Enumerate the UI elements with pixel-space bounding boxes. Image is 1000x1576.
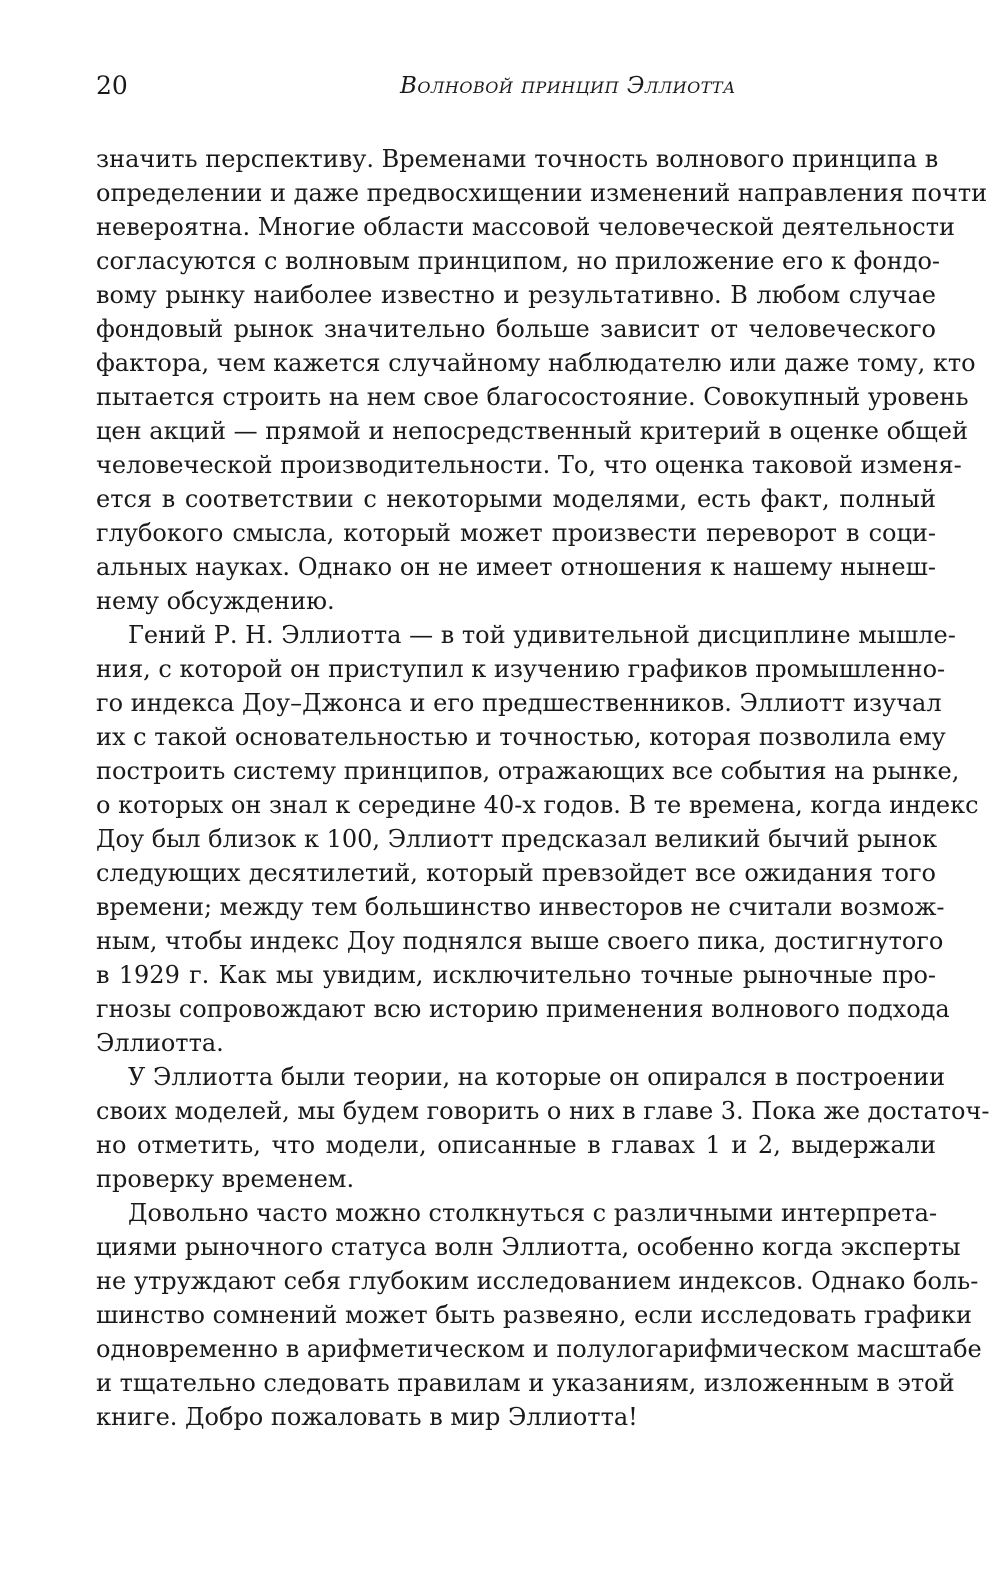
text-line: не утруждают себя глубоким исследованием индексов. Однако боль- — [96, 1267, 979, 1295]
text-line: книге. Добро пожаловать в мир Эллиотта! — [96, 1403, 638, 1431]
text-line: проверку временем. — [96, 1165, 355, 1193]
text-line: циями рыночного статуса волн Эллиотта, особенно когда эксперты — [96, 1233, 961, 1261]
text-line: человеческой производительности. То, что оценка таковой изменя- — [96, 451, 962, 479]
text-line: в 1929 г. Как мы увидим, исключительно точные рыночные про- — [96, 961, 936, 989]
text-line: фактора, чем кажется случайному наблюдателю или даже тому, кто — [96, 349, 976, 377]
page-header — [96, 66, 936, 106]
text-line: но отметить, что модели, описанные в главах 1 и 2, выдержали — [96, 1131, 936, 1159]
text-line: и тщательно следовать правилам и указаниям, изложенным в этой — [96, 1369, 955, 1397]
text-line: вому рынку наиболее известно и результативно. В любом случае — [96, 281, 936, 309]
paragraph — [96, 618, 979, 1060]
text-line: ется в соответствии с некоторыми моделями, есть факт, полный — [96, 485, 936, 513]
text-line: определении и даже предвосхищении изменений направления почти — [96, 179, 988, 207]
text-line: глубокого смысла, который может произвести переворот в соци- — [96, 519, 936, 547]
text-body — [96, 142, 990, 1434]
text-line: гнозы сопровождают всю историю применения волнового подхода — [96, 995, 950, 1023]
text-line: Довольно часто можно столкнуться с различными интерпрета- — [128, 1199, 938, 1227]
running-title: Волновой принцип Эллиотта — [400, 73, 736, 99]
text-line: Гений Р. Н. Эллиотта — в той удивительной дисциплине мышле- — [128, 621, 956, 649]
text-line: У Эллиотта были теории, на которые он опирался в построении — [128, 1063, 946, 1091]
page-number: 20 — [96, 71, 128, 100]
text-line: ния, с которой он приступил к изучению графиков промышленно- — [96, 655, 946, 683]
text-line: согласуются с волновым принципом, но приложение его к фондо- — [96, 247, 941, 275]
text-line: ным, чтобы индекс Доу поднялся выше своего пика, достигнутого — [96, 927, 944, 955]
text-line: значить перспективу. Временами точность волнового принципа в — [96, 145, 939, 173]
text-line: го индекса Доу–Джонса и его предшественников. Эллиотт изучал — [96, 689, 942, 717]
text-line: цен акций — прямой и непосредственный критерий в оценке общей — [96, 417, 968, 445]
text-line: своих моделей, мы будем говорить о них в главе 3. Пока же достаточ- — [96, 1097, 990, 1125]
text-line: одновременно в арифметическом и полулогарифмическом масштабе — [96, 1335, 982, 1363]
text-line: времени; между тем большинство инвесторов не считали возмож- — [96, 893, 945, 921]
text-line: пытается строить на нем свое благосостояние. Совокупный уровень — [96, 383, 969, 411]
text-line: фондовый рынок значительно больше зависит от человеческого — [96, 315, 936, 343]
text-line: шинство сомнений может быть развеяно, если исследовать графики — [96, 1301, 973, 1329]
text-line: следующих десятилетий, который превзойдет все ожидания того — [96, 859, 936, 887]
text-line: нему обсуждению. — [96, 587, 335, 615]
text-line: Доу был близок к 100, Эллиотт предсказал великий бычий рынок — [96, 825, 938, 853]
text-line: о которых он знал к середине 40-х годов. В те времена, когда индекс — [96, 791, 979, 819]
text-line: Эллиотта. — [96, 1029, 224, 1057]
paragraph — [96, 1060, 990, 1196]
paragraph — [96, 142, 988, 618]
paragraph — [96, 1196, 982, 1434]
text-line: невероятна. Многие области массовой человеческой деятельности — [96, 213, 955, 241]
text-line: построить систему принципов, отражающих все события на рынке, — [96, 757, 960, 785]
text-line: их с такой основательностью и точностью, которая позволила ему — [96, 723, 946, 751]
text-line: альных науках. Однако он не имеет отношения к нашему нынеш- — [96, 553, 936, 581]
